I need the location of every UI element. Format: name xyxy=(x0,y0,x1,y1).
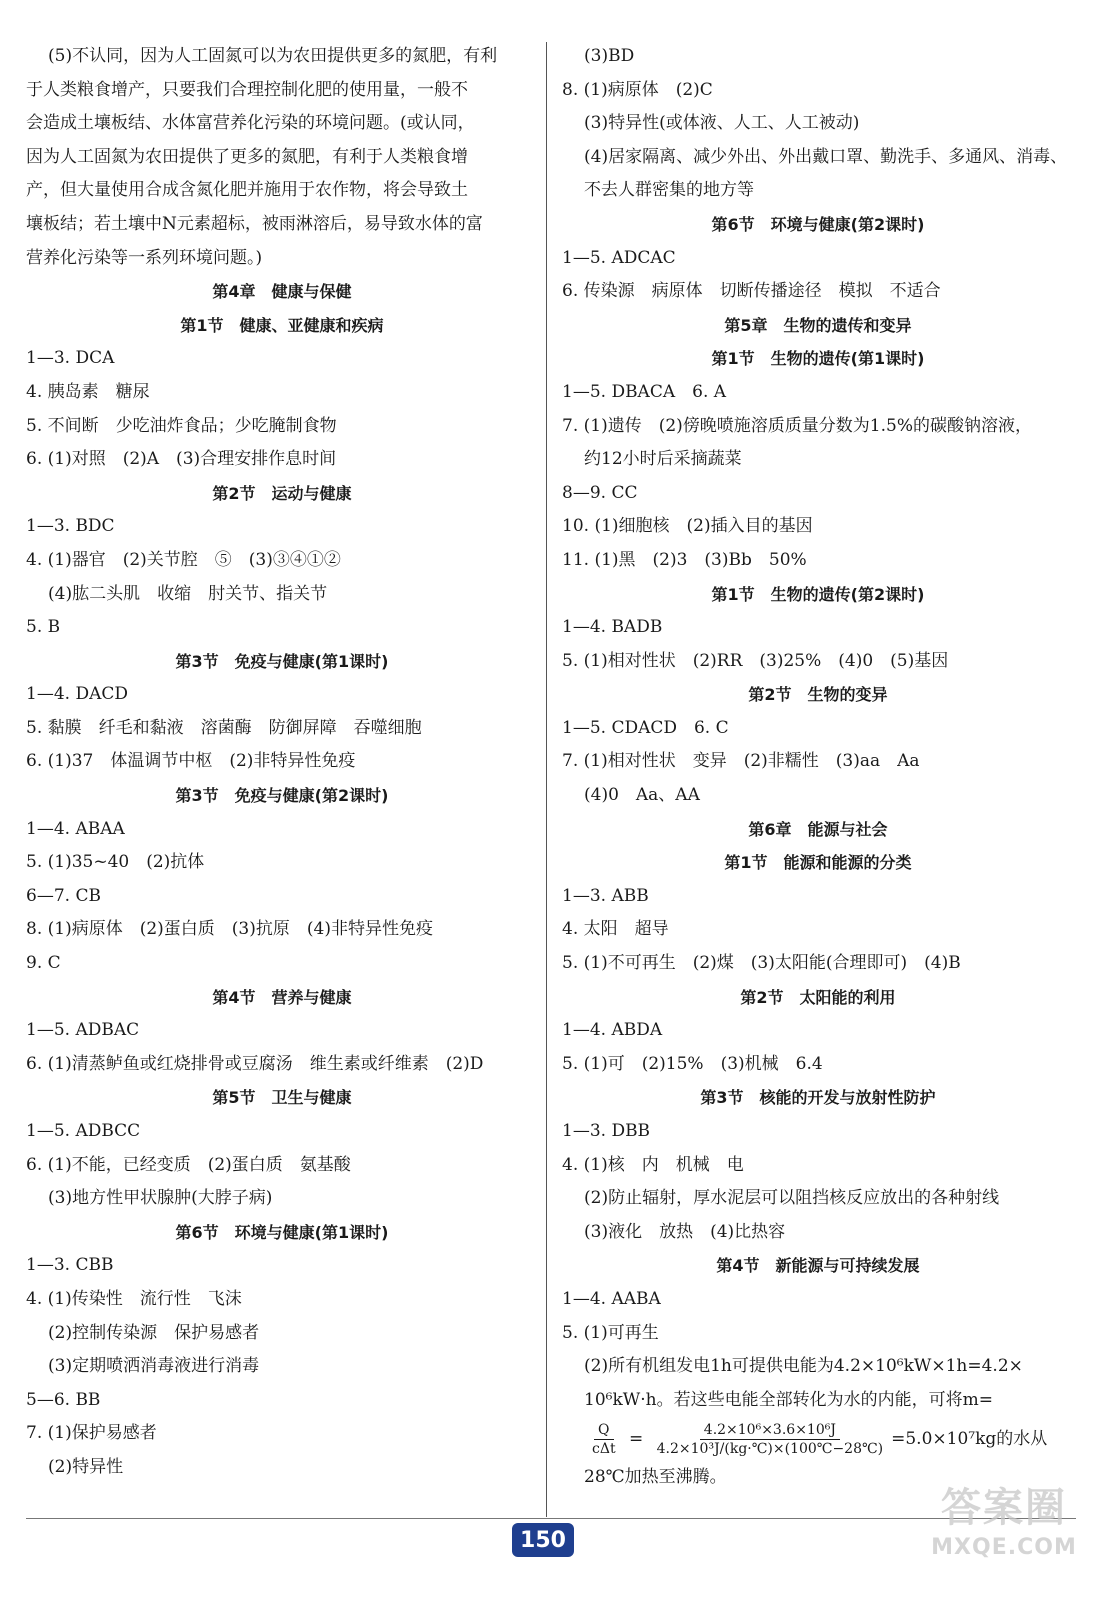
watermark-logo xyxy=(920,1482,1088,1592)
answer-line: 不去人群密集的地方等 xyxy=(584,180,754,201)
text-line: 会造成土壤板结、水体富营养化污染的环境问题。(或认同， xyxy=(26,113,475,134)
fraction-q-over-ct xyxy=(588,1421,620,1458)
answer-line: 1—3. DBB xyxy=(562,1121,651,1141)
answer-line: 7. (1)相对性状 变异 (2)非糯性 (3)aa Aa xyxy=(562,751,920,772)
formula-result: =5.0×10⁷kg的水从 xyxy=(891,1428,1048,1449)
answer-line: (3)特异性(或体液、人工、人工被动) xyxy=(584,113,860,134)
answer-line: (3)液化 放热 (4)比热容 xyxy=(584,1221,786,1242)
fraction-numerator: 4.2×10⁶×3.6×10⁶J xyxy=(700,1421,840,1440)
answer-line: 1—5. ADBCC xyxy=(26,1121,141,1141)
text-line: 于人类粮食增产，只要我们合理控制化肥的使用量，一般不 xyxy=(26,79,468,100)
section-heading: 第2节 生物的变异 xyxy=(748,685,888,705)
section-heading: 第1节 能源和能源的分类 xyxy=(724,853,912,873)
text-line: 产，但大量使用合成含氮化肥并施用于农作物，将会导致土 xyxy=(26,180,468,201)
text-line: 因为人工固氮为农田提供了更多的氮肥，有利于人类粮食增 xyxy=(26,146,468,167)
answer-line: 5. B xyxy=(26,617,61,638)
answer-line: 5. (1)相对性状 (2)RR (3)25% (4)0 (5)基因 xyxy=(562,650,949,671)
answer-line: 1—4. ABAA xyxy=(26,818,125,839)
answer-line: (2)所有机组发电1h可提供电能为4.2×10⁶kW×1h=4.2× xyxy=(584,1356,1023,1377)
section-heading: 第3节 免疫与健康(第1课时) xyxy=(175,651,389,671)
answer-line: 9. C xyxy=(26,953,61,974)
answer-line: 1—3. CBB xyxy=(26,1255,114,1276)
answer-line: 4. (1)传染性 流行性 飞沫 xyxy=(26,1288,242,1309)
answer-line: (3)定期喷洒消毒液进行消毒 xyxy=(48,1356,260,1377)
answer-line: 1—4. BADB xyxy=(562,617,663,638)
answer-line: 约12小时后采摘蔬菜 xyxy=(584,449,742,470)
answer-line: (4)0 Aa、AA xyxy=(584,785,700,806)
answer-line: 4. 太阳 超导 xyxy=(562,919,669,940)
answer-line: 5. 不间断 少吃油炸食品；少吃腌制食物 xyxy=(26,415,337,436)
fraction-calculation xyxy=(653,1421,887,1458)
answer-line: 6—7. CB xyxy=(26,885,101,906)
answer-line: 1—5. CDACD 6. C xyxy=(562,717,729,738)
answer-line: 1—3. BDC xyxy=(26,516,115,537)
page-number: 150 xyxy=(512,1523,574,1557)
answer-line: 6. (1)对照 (2)A (3)合理安排作息时间 xyxy=(26,449,337,470)
answer-line: 5. (1)35~40 (2)抗体 xyxy=(26,852,205,873)
answer-line: 7. (1)保护易感者 xyxy=(26,1423,157,1444)
chapter-heading: 第5章 生物的遗传和变异 xyxy=(724,315,912,335)
answer-line: 1—5. DBACA 6. A xyxy=(562,381,727,402)
footer-rule xyxy=(26,1518,1076,1519)
answer-line: 6. (1)清蒸鲈鱼或红烧排骨或豆腐汤 维生素或纤维素 (2)D xyxy=(26,1053,484,1074)
answer-line: 6. 传染源 病原体 切断传播途径 模拟 不适合 xyxy=(562,281,941,302)
section-heading: 第1节 生物的遗传(第2课时) xyxy=(711,584,925,604)
answer-line: 1—5. ADCAC xyxy=(562,247,676,268)
answer-line: (3)地方性甲状腺肿(大脖子病) xyxy=(48,1188,273,1209)
answer-line: 6. (1)不能，已经变质 (2)蛋白质 氨基酸 xyxy=(26,1154,351,1175)
equals-sign: = xyxy=(623,1428,649,1449)
fraction-numerator: Q xyxy=(594,1421,613,1440)
fraction-denominator: 4.2×10³J/(kg·℃)×(100℃−28℃) xyxy=(656,1440,884,1457)
answer-line: 5. (1)可 (2)15% (3)机械 6.4 xyxy=(562,1053,823,1074)
answer-line: 8. (1)病原体 (2)蛋白质 (3)抗原 (4)非特异性免疫 xyxy=(26,919,433,940)
watermark-text: 答案圈 xyxy=(941,1485,1067,1531)
section-heading: 第4节 营养与健康 xyxy=(212,987,352,1007)
answer-line: 1—4. DACD xyxy=(26,684,128,705)
answer-line: 4. (1)核 内 机械 电 xyxy=(562,1154,744,1175)
watermark-url: MXQE.COM xyxy=(931,1535,1077,1560)
left-column xyxy=(26,40,538,1485)
answer-line: 11. (1)黑 (2)3 (3)Bb 50% xyxy=(562,549,807,570)
section-heading: 第1节 生物的遗传(第1课时) xyxy=(711,349,925,369)
section-heading: 第5节 卫生与健康 xyxy=(212,1088,352,1108)
section-heading: 第6节 环境与健康(第1课时) xyxy=(175,1222,389,1242)
section-heading: 第4节 新能源与可持续发展 xyxy=(716,1256,920,1276)
section-heading: 第3节 核能的开发与放射性防护 xyxy=(700,1088,936,1108)
answer-line: 10. (1)细胞核 (2)插入目的基因 xyxy=(562,516,813,537)
right-column xyxy=(562,40,1074,1495)
answer-line: 8. (1)病原体 (2)C xyxy=(562,79,713,100)
section-heading: 第6节 环境与健康(第2课时) xyxy=(711,214,925,234)
answer-line: 10⁶kW·h。若这些电能全部转化为水的内能，可将m= xyxy=(584,1389,993,1410)
answer-line: 7. (1)遗传 (2)傍晚喷施溶质质量分数为1.5%的碳酸钠溶液， xyxy=(562,415,1032,436)
text-line: 壤板结；若土壤中N元素超标，被雨淋溶后，易导致水体的富 xyxy=(26,213,483,234)
answer-line: 5. (1)不可再生 (2)煤 (3)太阳能(合理即可) (4)B xyxy=(562,953,961,974)
chapter-heading: 第6章 能源与社会 xyxy=(748,819,888,839)
answer-line: (2)控制传染源 保护易感者 xyxy=(48,1322,260,1343)
answer-line: 1—4. ABDA xyxy=(562,1020,663,1041)
answer-line: 4. (1)器官 (2)关节腔 ⑤ (3)③④①② xyxy=(26,549,341,570)
answer-line: (4)肱二头肌 收缩 肘关节、指关节 xyxy=(48,583,328,604)
section-heading: 第2节 运动与健康 xyxy=(212,483,352,503)
answer-line: (2)特异性 xyxy=(48,1456,124,1477)
section-heading: 第1节 健康、亚健康和疾病 xyxy=(180,315,384,335)
answer-line: 1—4. AABA xyxy=(562,1288,661,1309)
answer-line: (4)居家隔离、减少外出、外出戴口罩、勤洗手、多通风、消毒、 xyxy=(584,146,1068,167)
answer-line: 1—5. ADBAC xyxy=(26,1020,140,1041)
formula-line xyxy=(562,1417,1074,1461)
text-line: 营养化污染等一系列环境问题。) xyxy=(26,247,263,268)
answer-line: (3)BD xyxy=(584,46,635,66)
section-heading: 第2节 太阳能的利用 xyxy=(740,987,896,1007)
fraction-denominator: cΔt xyxy=(592,1440,616,1457)
answer-line: 1—3. DCA xyxy=(26,348,115,369)
text-line: (5)不认同，因为人工固氮可以为农田提供更多的氮肥，有利 xyxy=(48,46,498,66)
answer-line: 8—9. CC xyxy=(562,482,638,503)
answer-line: 1—3. ABB xyxy=(562,885,649,906)
answer-line: 4. 胰岛素 糖尿 xyxy=(26,381,150,402)
section-heading: 第3节 免疫与健康(第2课时) xyxy=(175,786,389,806)
answer-line: 5. (1)可再生 xyxy=(562,1322,659,1343)
answer-line: 5. 黏膜 纤毛和黏液 溶菌酶 防御屏障 吞噬细胞 xyxy=(26,717,422,738)
answer-line: 5—6. BB xyxy=(26,1389,101,1410)
answer-line: 6. (1)37 体温调节中枢 (2)非特异性免疫 xyxy=(26,751,356,772)
answer-line: 28℃加热至沸腾。 xyxy=(584,1467,727,1488)
column-divider xyxy=(546,42,547,1517)
answer-line: (2)防止辐射，厚水泥层可以阻挡核反应放出的各种射线 xyxy=(584,1188,1000,1209)
chapter-heading: 第4章 健康与保健 xyxy=(212,282,352,302)
